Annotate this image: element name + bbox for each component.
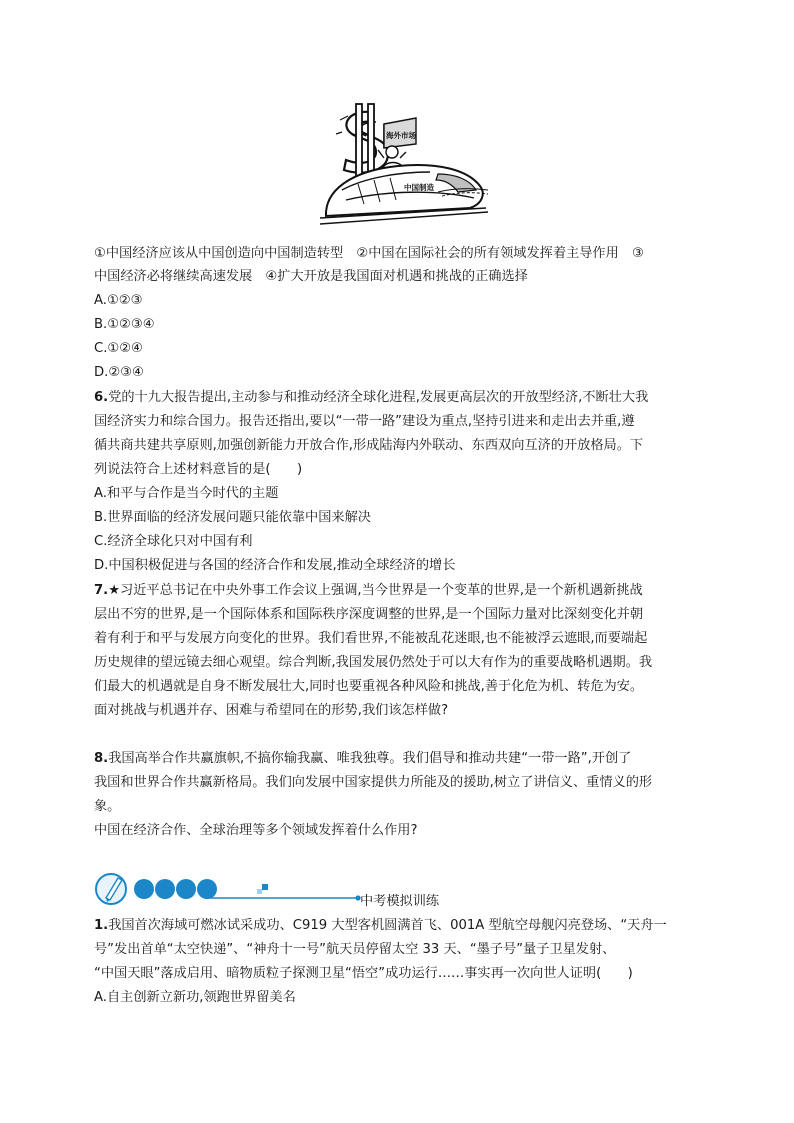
pencil-circle-icon (96, 874, 126, 904)
q8-text: 我国高举合作共赢旗帜,不搞你输我赢、唯我独尊。我们倡导和推动共建“一带一路”,开创了 (108, 751, 632, 766)
q7-line3: 着有利于和平与发展方向变化的世界。我们看世界,不能被乱花迷眼,也不能被浮云遮眼,而要端起 (94, 631, 648, 646)
q5-option-d: D.②③④ (94, 365, 144, 380)
q6-option-b: B.世界面临的经济发展问题只能依靠中国来解决 (94, 510, 371, 525)
q6-line4: 列说法符合上述材料意旨的是( ) (94, 462, 303, 477)
flag-icon (384, 118, 416, 148)
mq1-line1 (94, 916, 714, 936)
train-illustration (318, 100, 490, 232)
banner-squares-icon (257, 884, 268, 894)
mq1-option-a: A.自主创新立新功,领跑世界留美名 (94, 990, 296, 1005)
q6-number: 6. (94, 390, 109, 405)
q6-line2: 国经济实力和综合国力。报告还指出,要以“一带一路”建设为重点,坚持引进来和走出去并重,遵 (94, 414, 635, 429)
banner-dots (134, 879, 217, 899)
q5-option-c: C.①②④ (94, 341, 143, 356)
section-title: 中考模拟训练 (360, 894, 440, 909)
mq1-number: 1. (94, 918, 109, 933)
q7-number: 7. (94, 583, 109, 598)
q5-statements-line1: ①中国经济应该从中国创造向中国制造转型 ②中国在国际社会的所有领域发挥着主导作用 ③ (94, 246, 644, 261)
q5-option-a: A.①②③ (94, 293, 143, 308)
q6-option-a: A.和平与合作是当今时代的主题 (94, 486, 279, 501)
q7-line5: 们最大的机遇就是自身不断发展壮大,同时也要重视各种风险和挑战,善于化危为机、转危为安。 (94, 679, 644, 694)
mq1-line2: 号”发出首单“太空快递”、“神舟十一号”航天员停留太空 33 天、“墨子号”量子卫星发射、 (94, 942, 616, 957)
q8-line3: 象。 (94, 799, 121, 814)
q5-option-b: B.①②③④ (94, 317, 155, 332)
q6-text: 党的十九大报告提出,主动参与和推动经济全球化进程,发展更高层次的开放型经济,不断壮大我 (108, 390, 649, 405)
q6-line3: 循共商共建共享原则,加强创新能力开放合作,形成陆海内外联动、东西双向互济的开放格局。下 (94, 438, 644, 453)
q8-line4: 中国在经济合作、全球治理等多个领域发挥着什么作用? (94, 823, 418, 838)
q6-option-d: D.中国积极促进与各国的经济合作和发展,推动全球经济的增长 (94, 558, 456, 573)
mq1-text: 我国首次海域可燃冰试采成功、C919 大型客机圆满首飞、001A 型航空母舰闪亮登场、“天舟一 (108, 918, 667, 933)
q8-number: 8. (94, 751, 109, 766)
flag-label: 海外市场 (386, 131, 416, 140)
q7-line1 (94, 581, 714, 601)
q7-text: ★习近平总书记在中央外事工作会议上强调,当今世界是一个变革的世界,是一个新机遇新挑战 (108, 583, 643, 598)
q6-line1 (94, 388, 714, 408)
q7-line4: 历史规律的望远镜去细心观望。综合判断,我国发展仍然处于可以大有作为的重要战略机遇期。我 (94, 655, 653, 670)
train-label: 中国制造 (404, 183, 434, 192)
q8-line1 (94, 749, 714, 769)
mq1-line3: “中国天眼”落成启用、暗物质粒子探测卫星“悟空”成功运行……事实再一次向世人证明( ) (94, 966, 633, 981)
q7-line6: 面对挑战与机遇并存、困难与希望同在的形势,我们该怎样做? (94, 703, 449, 718)
q8-line2: 我国和世界合作共赢新格局。我们向发展中国家提供力所能及的援助,树立了讲信义、重情义的形 (94, 775, 653, 790)
q7-line2: 层出不穷的世界,是一个国际体系和国际秩序深度调整的世界,是一个国际力量对比深刻变化并朝 (94, 607, 644, 622)
q6-option-c: C.经济全球化只对中国有利 (94, 534, 253, 549)
q5-statements-line2: 中国经济必将继续高速发展 ④扩大开放是我国面对机遇和挑战的正确选择 (94, 269, 528, 284)
